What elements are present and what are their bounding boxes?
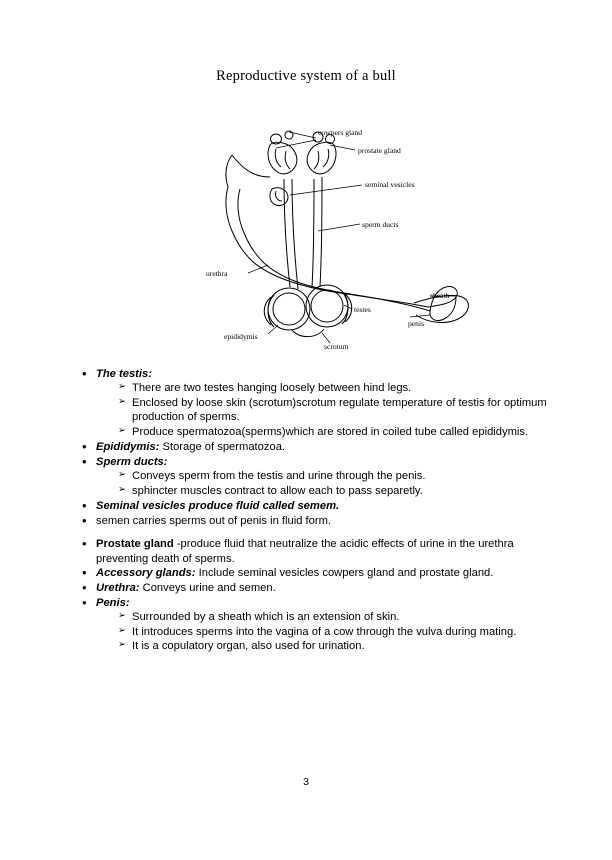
list-item: ➢ It introduces sperms into the vagina of a cow through the vulva during mating. (118, 625, 554, 639)
section-heading: Penis: (96, 596, 130, 609)
document-page (0, 68, 612, 860)
label-scrotum: scrotum (324, 342, 349, 351)
section-heading: Urethra: (96, 582, 140, 595)
list-item (82, 455, 554, 498)
label-seminal-vesicles: seminal vesicles (365, 180, 415, 189)
section-heading: Epididymis: (96, 441, 160, 454)
section-heading: Sperm ducts: (96, 455, 168, 468)
label-epididymis: epididymis (224, 332, 258, 341)
list-item: ➢ Enclosed by loose skin (scrotum)scrotum regulate temperature of testis for optimum production of sperms. (118, 396, 554, 424)
label-sperm-ducts: sperm ducts (362, 220, 399, 229)
list-item: ➢ Conveys sperm from the testis and urine through the penis. (118, 469, 554, 483)
section-text: -produce fluid that neutralize the acidic effects of urine in the urethra preventing death of sperms. (96, 538, 514, 565)
sub-list (96, 469, 554, 498)
section-text: Include seminal vesicles cowpers gland and prostate gland. (195, 567, 494, 580)
figure-title: Reproductive system of a bull (216, 68, 396, 84)
list-item (82, 499, 554, 513)
section-heading: Seminal vesicles produce fluid called semem. (96, 499, 340, 512)
anatomy-diagram (0, 91, 612, 361)
paragraph-spacer (82, 528, 554, 537)
list-item: ➢ It is a copulatory organ, also used for urination. (118, 639, 554, 653)
list-item (82, 440, 554, 454)
label-testes: testes (354, 305, 371, 314)
list-item: ➢ Produce spermatozoa(sperms)which are stored in coiled tube called epididymis. (118, 425, 554, 439)
section-text: Storage of spermatozoa. (159, 441, 286, 454)
label-penis: penis (408, 319, 425, 328)
list-item (82, 514, 554, 528)
label-urethra: urethra (206, 269, 228, 278)
label-cowpers-gland: cowpers gland (318, 128, 363, 137)
sub-list (96, 381, 554, 439)
section-heading: The testis: (96, 368, 152, 380)
list-item (82, 566, 554, 580)
section-heading: Accessory glands: (96, 567, 196, 580)
sub-list (96, 610, 554, 654)
list-item (82, 367, 554, 439)
list-item: ➢ sphincter muscles contract to allow each to pass separetly. (118, 484, 554, 498)
list-item (82, 596, 554, 654)
notes-list-two (82, 537, 554, 653)
section-text: semen carries sperms out of penis in fluid form. (96, 514, 332, 527)
list-item: ➢ There are two testes hanging loosely between hind legs. (118, 381, 554, 395)
list-item (82, 581, 554, 595)
section-heading: Prostate gland (96, 538, 174, 551)
label-prostate-gland: prostate gland (358, 146, 401, 155)
list-item (82, 537, 554, 565)
notes-content (0, 367, 612, 654)
label-sheath: sheath (430, 291, 450, 300)
list-item: ➢ Surrounded by a sheath which is an extension of skin. (118, 610, 554, 624)
section-text: Conveys urine and semen. (139, 582, 276, 595)
notes-list-one (82, 367, 554, 528)
page-number: 3 (303, 776, 309, 788)
